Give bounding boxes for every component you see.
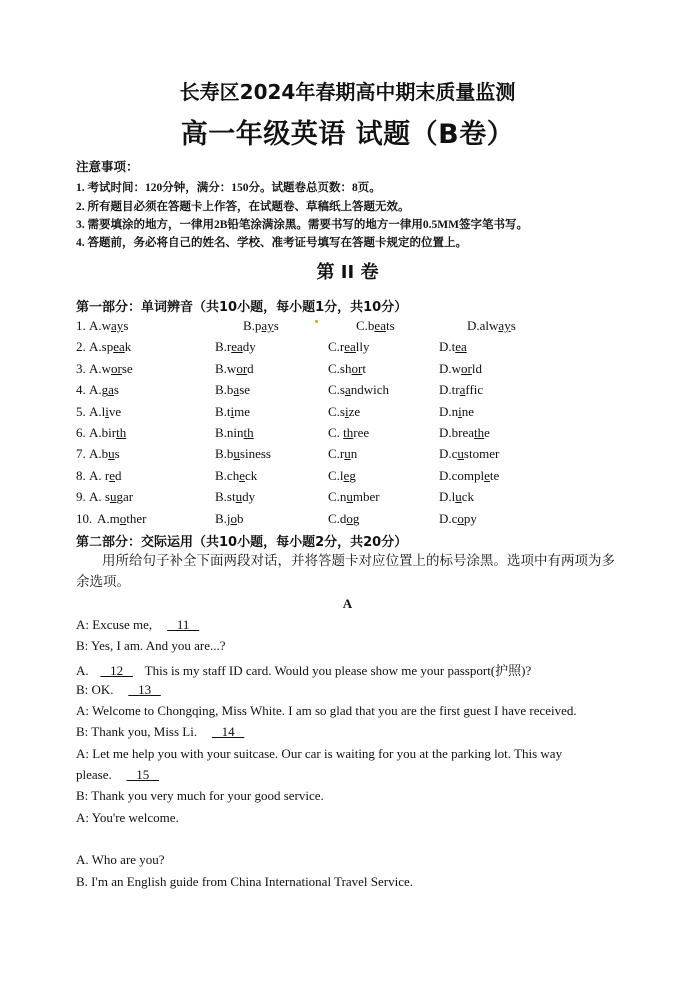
option-d: D.complete xyxy=(439,467,500,483)
option-d: D.world xyxy=(439,360,482,376)
option-b: B.study xyxy=(215,489,256,505)
dialogue-line xyxy=(76,767,174,783)
dialogue-line xyxy=(76,703,577,719)
notice-item: 3. 需要填涂的地方，一律用2B铅笔涂满涂黑。需要书写的地方一律用0.5MM签字笔书写。 xyxy=(76,219,528,231)
exam-paper-title: 高一年级英语 试题（B卷） xyxy=(180,119,515,150)
option-c: C.number xyxy=(328,489,380,505)
option-c: C.sandwich xyxy=(328,382,390,398)
option-b: B.ninth xyxy=(215,425,254,440)
part2-instruction: 用所给句子补全下面两段对话，并将答题卡对应位置上的标号涂黑。选项中有两项为多余选项。 xyxy=(76,553,615,590)
question-number: 3. xyxy=(76,360,86,376)
option-c: C. three xyxy=(328,425,370,440)
dialogue-text: A: Welcome to Chongqing, Miss White. I am so glad that you are the first guest I have received. xyxy=(76,703,577,718)
dialogue-text: A: Let me help you with your suitcase. Our car is waiting for you at the parking lot. This way xyxy=(76,746,563,761)
question-row xyxy=(76,361,636,381)
question-row xyxy=(76,468,636,488)
option-b: B.ready xyxy=(215,339,256,355)
option-b: B.pays xyxy=(243,318,279,333)
dialogue-line xyxy=(76,682,176,698)
notice-item: 4. 答题前，务必将自己的姓名、学校、准考证号填写在答题卡规定的位置上。 xyxy=(76,237,467,249)
option-a: A.speak xyxy=(89,339,132,355)
option-b: B.business xyxy=(215,446,271,462)
answer-blank[interactable]: 13 xyxy=(128,682,161,697)
question-number: 6. xyxy=(76,425,86,440)
notice-heading: 注意事项： xyxy=(76,160,139,174)
option-a: A.birth xyxy=(89,425,127,440)
question-row xyxy=(76,339,636,359)
option-a: A.bus xyxy=(89,446,120,462)
option-c: C.dog xyxy=(328,510,360,526)
option-a: A.mother xyxy=(97,510,147,526)
dialogue-section-label: A xyxy=(342,596,353,611)
option-c: C.really xyxy=(328,339,370,355)
option-b: B.word xyxy=(215,360,254,376)
dialogue-text: B: Thank you very much for your good service. xyxy=(76,788,324,803)
question-row xyxy=(76,425,636,445)
option-c: C.beats xyxy=(356,318,395,333)
option-d: D.traffic xyxy=(439,382,484,398)
question-row xyxy=(76,511,636,531)
question-number: 8. xyxy=(76,467,86,483)
dialogue-text: B: Thank you, Miss Li. xyxy=(76,724,198,739)
option-a: A. sugar xyxy=(89,489,134,505)
dialogue-line xyxy=(76,660,531,679)
answer-blank[interactable]: 12 xyxy=(100,663,133,678)
option-c: C.run xyxy=(328,446,358,462)
dialogue-text: This is my staff ID card. Would you please show me your passport(护照)? xyxy=(144,663,532,678)
question-number: 7. xyxy=(76,446,86,462)
dialogue-line xyxy=(76,788,324,804)
dialogue-line xyxy=(76,810,179,826)
option-c: C.short xyxy=(328,360,366,376)
dialogue-text: please. xyxy=(76,767,112,782)
option-d: D.breathe xyxy=(439,425,490,440)
question-row xyxy=(76,446,636,466)
option-d: D.customer xyxy=(439,446,500,462)
dialogue-line xyxy=(76,617,214,633)
option-d: D.always xyxy=(467,318,516,333)
option-d: D.copy xyxy=(439,510,477,526)
answer-blank[interactable]: 14 xyxy=(211,724,245,739)
question-number: 9. xyxy=(76,489,86,505)
volume-title: 第 II 卷 xyxy=(316,262,379,283)
dialogue-line xyxy=(76,746,562,762)
dialogue-option: A. Who are you? xyxy=(76,852,165,867)
option-d: D.tea xyxy=(439,339,467,355)
dialogue-text: A. xyxy=(76,663,89,678)
dialogue-text: B: Yes, I am. And you are...? xyxy=(76,638,226,653)
option-a: A.gas xyxy=(89,382,119,398)
dialogue-text: A: Excuse me, xyxy=(76,617,153,632)
option-a: A.worse xyxy=(89,360,133,376)
answer-blank[interactable]: 11 xyxy=(167,617,200,632)
answer-blank[interactable]: 15 xyxy=(126,767,159,782)
option-d: D.luck xyxy=(439,489,475,505)
dialogue-line xyxy=(76,638,226,654)
part1-heading: 第一部分：单词辨音（共10小题，每小题1分，共10分） xyxy=(76,300,408,315)
question-number: 4. xyxy=(76,382,86,398)
option-d: D.nine xyxy=(439,403,475,419)
part2-heading: 第二部分：交际运用（共10小题，每小题2分，共20分） xyxy=(76,535,408,550)
question-row xyxy=(76,382,636,402)
option-c: C.size xyxy=(328,403,361,419)
dialogue-line xyxy=(76,724,259,740)
question-row xyxy=(76,318,636,338)
dialogue-text: B: OK. xyxy=(76,682,114,697)
dialogue-text: A: You're welcome. xyxy=(76,810,179,825)
option-b: B.job xyxy=(215,510,244,526)
question-number: 1. xyxy=(76,318,86,333)
option-a: A.ways xyxy=(89,318,129,333)
notice-item: 2. 所有题目必须在答题卡上作答，在试题卷、草稿纸上答题无效。 xyxy=(76,201,410,213)
question-number: 5. xyxy=(76,403,86,419)
question-number: 10. xyxy=(76,510,93,526)
exam-header-title: 长寿区2024年春期高中期末质量监测 xyxy=(179,80,516,104)
question-row xyxy=(76,404,636,424)
option-b: B.base xyxy=(215,382,251,398)
dialogue-option: B. I'm an English guide from China International Travel Service. xyxy=(76,874,414,889)
notice-item: 1. 考试时间：120分钟，满分：150分。试题卷总页数：8页。 xyxy=(76,182,381,194)
option-a: A. red xyxy=(89,467,122,483)
question-number: 2. xyxy=(76,339,86,355)
question-row xyxy=(76,489,636,509)
option-b: B.time xyxy=(215,403,251,419)
option-c: C.leg xyxy=(328,467,356,483)
option-b: B.check xyxy=(215,467,258,483)
option-a: A.live xyxy=(89,403,122,419)
